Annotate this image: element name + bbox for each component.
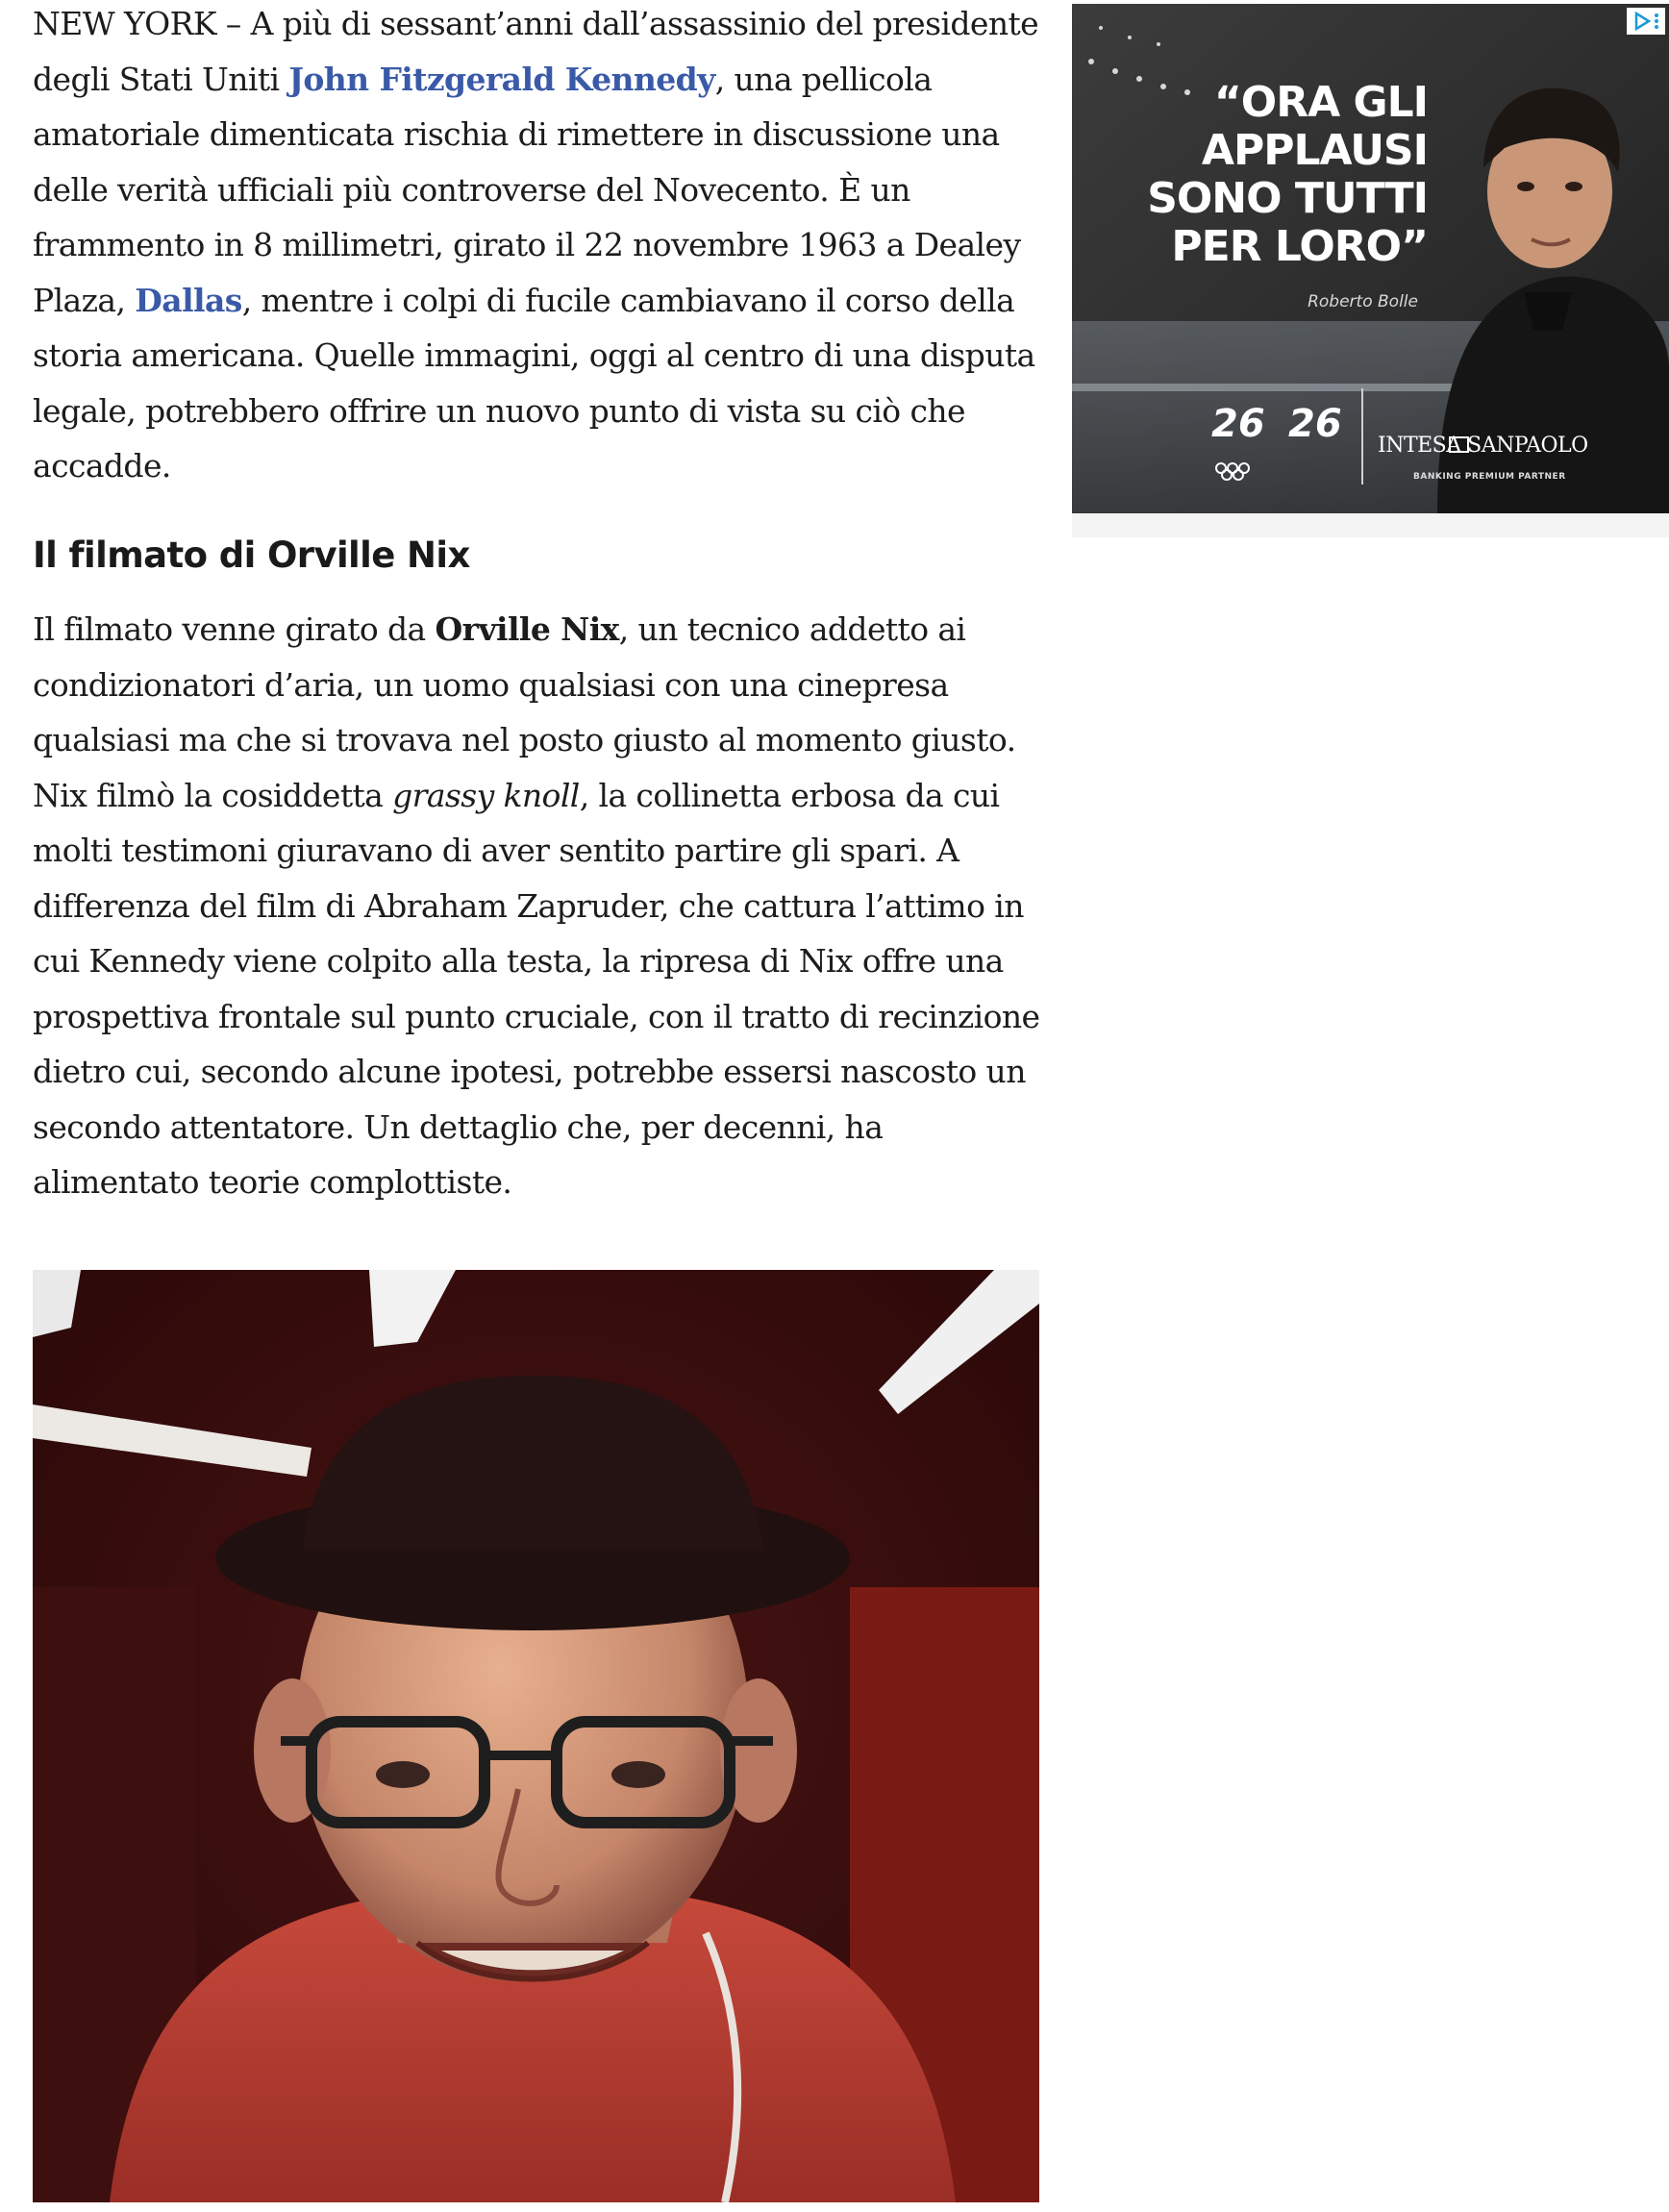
advertisement-banner[interactable] — [1072, 4, 1669, 513]
section-text-3: , la collinetta erbosa da cui molti testimoni giuravano di aver sentito partire gli spari. A differenza del film di Abraham Zapruder, che cattura l’attimo in cui Kennedy viene colpito alla testa, la ripresa di Nix offre una prospettiva frontale sul punto cruciale, con il tratto di recinzione dietro cui, secondo alcune ipotesi, potrebbe essersi nascosto un secondo attentatore. Un dettaglio che, per decenni, ha alimentato teorie complottiste. — [33, 776, 1040, 1201]
ad-signature: Roberto Bolle — [1308, 292, 1418, 311]
ad-quote-line-4: PER LORO” — [1171, 222, 1428, 271]
article-photo-orville-nix — [33, 1270, 1039, 2202]
advertisement-container — [1072, 4, 1669, 537]
intro-paragraph — [33, 0, 1042, 494]
intro-text-3: , mentre i colpi di fucile cambiavano il corso della storia americana. Quelle immagini, oggi al centro di una disputa legale, potrebbero offrire un nuovo punto di vista su ciò che accadde. — [33, 281, 1035, 485]
ad-bank-name: INTESA SANPAOLO — [1378, 434, 1588, 458]
section-heading: Il filmato di Orville Nix — [33, 534, 470, 576]
ad-quote-line-1: “ORA GLI — [1213, 78, 1428, 127]
svg-text:26: 26 — [1211, 402, 1265, 446]
ad-bank-tagline: BANKING PREMIUM PARTNER — [1413, 472, 1566, 482]
intro-text-1: NEW YORK – A più di sessant’anni dall’assassinio del presidente degli Stati Uniti — [33, 5, 1039, 98]
intro-text-2: , una pellicola amatoriale dimenticata rischia di rimettere in discussione una delle verità ufficiali più controverse del Novecento. È un frammento in 8 millimetri, girato il 22 novembre 1963 a Dealey Plaza, — [33, 60, 1021, 319]
link-john-fitzgerald-kennedy[interactable]: John Fitzgerald Kennedy — [288, 60, 715, 98]
ad-quote-line-2: APPLAUSI — [1201, 126, 1428, 175]
ad-quote-line-3: SONO TUTTI — [1147, 174, 1428, 223]
svg-text:26: 26 — [1288, 402, 1342, 446]
section-text-1: Il filmato venne girato da — [33, 610, 436, 648]
section-paragraph — [33, 602, 1052, 1210]
ad-quote — [1101, 79, 1428, 271]
section-text-2: , un tecnico addetto ai condizionatori d’aria, un uomo qualsiasi con una cinepresa qualsiasi ma che si trovava nel posto giusto al momento giusto. Nix filmò la cosiddetta — [33, 610, 1016, 814]
link-dallas[interactable]: Dallas — [135, 281, 242, 319]
italic-grassy-knoll: grassy knoll — [392, 776, 580, 814]
portrait-photo-icon — [33, 1270, 1039, 2202]
bold-name-orville-nix: Orville Nix — [435, 610, 619, 648]
ad-menu-icon — [1654, 12, 1659, 31]
adchoices-button[interactable] — [1627, 8, 1665, 35]
adchoices-icon — [1633, 12, 1651, 31]
